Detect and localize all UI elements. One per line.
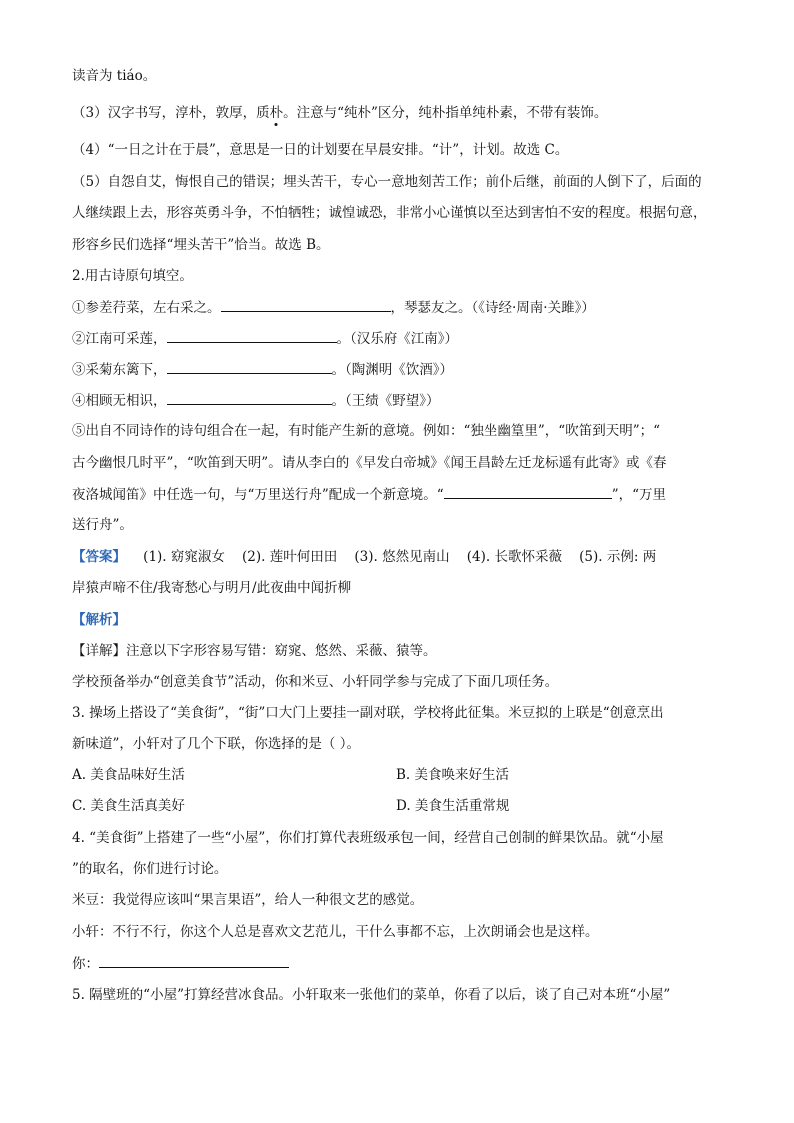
text-line: 学校预备举办“创意美食节”活动，你和米豆、小轩同学参与完成了下面几项任务。 [72,674,559,690]
text-segment: 。（陶渊明《饮酒》） [331,362,453,378]
text-line: （5）自怨自艾，悔恨自己的错误；埋头苦干，专心一意地刻苦工作；前仆后继，前面的人倒下了，后面的 [72,174,702,190]
text-segment: ，琴瑟友之。（《诗经·周南·关雎》） [390,300,595,316]
answer-blank[interactable] [221,297,391,312]
text-line: 读音为 tiáo。 [72,68,157,84]
text-segment: （3）汉字书写，淳朴，敦厚，质 [72,105,270,121]
answer-blank[interactable] [99,953,289,968]
text-line: 4. “美食街”上搭建了一些“小屋”，你们打算代表班级承包一间，经营自己创制的鲜果饮品。就“小屋 [72,830,664,846]
text-segment: ②江南可采莲， [72,331,167,347]
choice-b[interactable]: B. 美食唤来好生活 [396,767,510,783]
text-line: 3. 操场上搭设了“美食街”，“街”口大门上要挂一副对联，学校将此征集。米豆拟的上联是“创意烹出 [72,705,664,721]
fill-blank-line [72,953,289,974]
text-line: ⑤出自不同诗作的诗句组合在一起，有时能产生新的意境。例如：“独坐幽篁里”，“吹笛到天明”；“ [72,423,661,439]
text-line: 形容乡民们选择“埋头苦干”恰当。故选 B。 [72,237,330,253]
fill-blank-line [72,390,440,411]
answer-blank[interactable] [167,390,332,405]
text-line: 米豆：我觉得应该叫“果言果语”，给人一种很文艺的感觉。 [72,892,424,908]
answer-line [72,547,656,567]
text-segment: 。（王绩《野望》） [331,393,440,409]
question-heading: 2.用古诗原句填空。 [72,268,193,284]
answer-blank[interactable] [167,328,337,343]
fill-blank-line [72,297,595,318]
text-segment: ④相顾无相识， [72,393,167,409]
answer-blank[interactable] [444,484,612,499]
text-line: 小轩：不行不行，你这个人总是喜欢文艺范儿，干什么事都不忘，上次朗诵会也是这样。 [72,924,599,940]
text-segment: 夜洛城闻笛》中任选一句，与“万里送行舟”配成一个新意境。“ [72,487,444,503]
text-segment: ”，“万里 [611,487,667,503]
text-segment: (1). 窈窕淑女 (2). 莲叶何田田 (3). 悠然见南山 (4). 长歌怀采薇 (5). 示例: 两 [143,549,657,565]
text-line: （4）“一日之计在于晨”，意思是一日的计划要在早晨安排。“计”，计划。故选 C。 [72,142,569,158]
text-segment: ①参差荇菜，左右采之。 [72,300,221,316]
text-line [72,103,607,123]
text-segment: 。注意与“纯朴”区分，纯朴指单纯朴素，不带有装饰。 [283,105,608,121]
text-line: 送行舟”。 [72,517,133,533]
text-line: 岸猿声啼不住/我寄愁心与明月/此夜曲中闻折柳 [72,580,352,596]
answer-tag: 【答案】 [72,549,126,565]
fill-blank-line [72,484,666,505]
choice-d[interactable]: D. 美食生活重常规 [396,798,510,814]
text-line: ”的取名，你们进行讨论。 [72,861,228,877]
text-segment: 你： [72,956,99,972]
text-segment: 。（汉乐府《江南》） [336,331,458,347]
text-segment: ③采菊东篱下， [72,362,167,378]
text-line: 新味道”，小轩对了几个下联，你选择的是（ ）。 [72,736,360,752]
fill-blank-line [72,359,453,380]
choice-c[interactable]: C. 美食生活真美好 [72,798,185,814]
analysis-tag: 【解析】 [72,612,126,628]
emphasized-char: 朴 [269,105,284,121]
text-line: 5. 隔壁班的“小屋”打算经营冰食品。小轩取来一张他们的菜单，你看了以后，谈了自己对本班“小屋” [72,987,671,1003]
text-line: 古今幽恨几时平”，“吹笛到天明”。请从李白的《早发白帝城》《闻王昌龄左迁龙标遥有此寄》或《春 [72,455,667,471]
choice-a[interactable]: A. 美食品味好生活 [72,767,185,783]
text-line: 人继续跟上去，形容英勇斗争，不怕牺牲；诚惶诚恐，非常小心谨慎以至达到害怕不安的程度。根据句意， [72,205,707,221]
text-line: 【详解】注意以下字形容易写错：窈窕、悠然、采薇、猿等。 [72,643,437,659]
answer-blank[interactable] [167,359,332,374]
fill-blank-line [72,328,458,349]
